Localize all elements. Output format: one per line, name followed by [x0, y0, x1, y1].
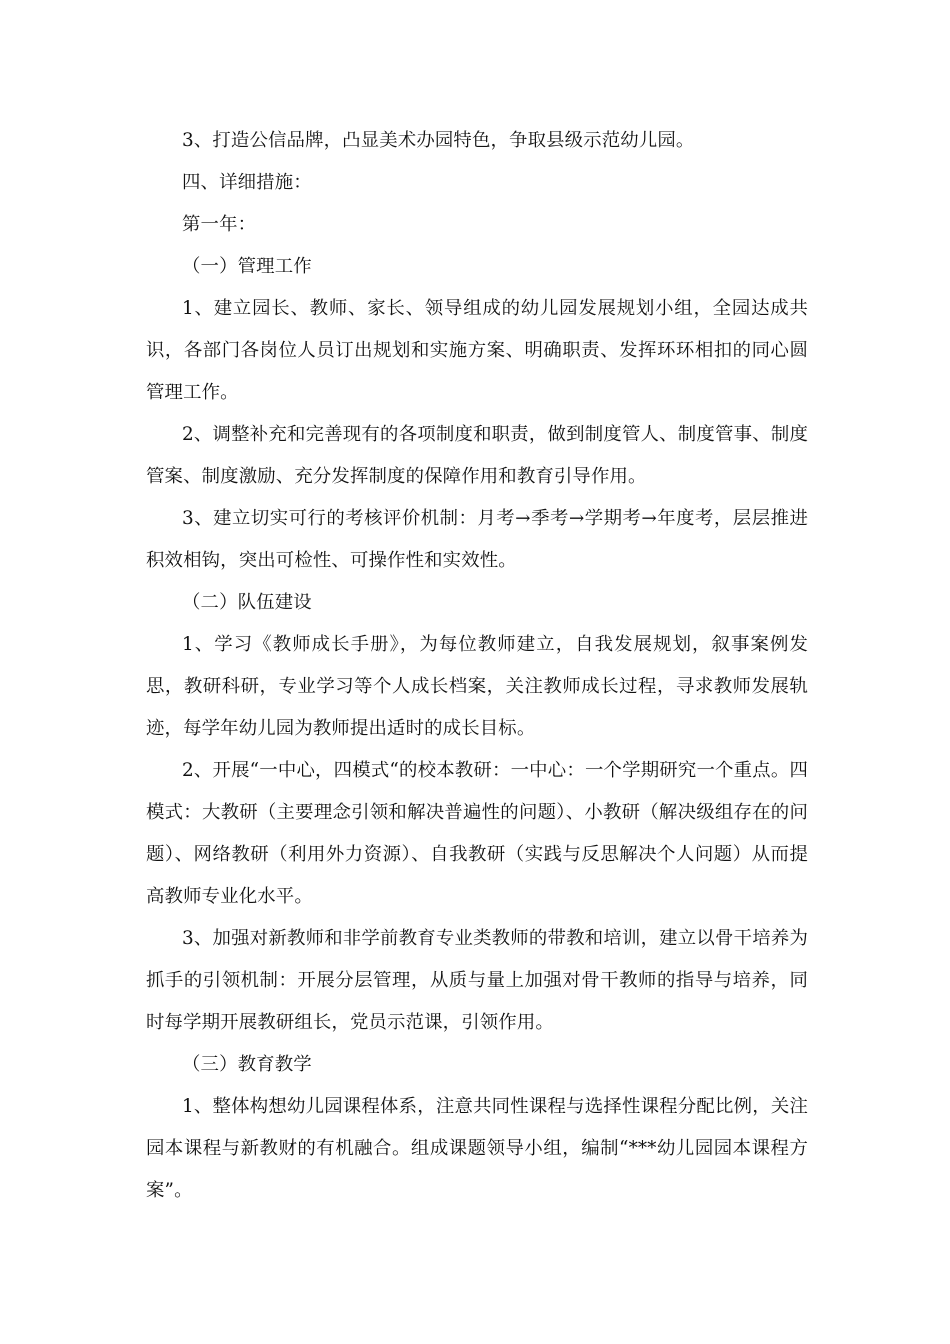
paragraph-team-2: 2、开展“一中心，四模式“的校本教研：一中心：一个学期研究一个重点。四模式：大教研（主要理念引领和解决普遍性的问题）、小教研（解决级组存在的问题）、网络教研（利用外力资源）、自我教研（实践与反思解决个人问题）从而提高教师专业化水平。 — [146, 760, 808, 907]
paragraph-goal-3: 3、打造公信品牌，凸显美术办园特色，争取县级示范幼儿园。 — [182, 130, 695, 151]
subheading-education: （三）教育教学 — [182, 1054, 312, 1075]
subheading-team-building: （二）队伍建设 — [182, 592, 312, 613]
paragraph-education-1: 1、整体构想幼儿园课程体系，注意共同性课程与选择性课程分配比例，关注园本课程与新教财的有机融合。组成课题领导小组，编制“***幼儿园园本课程方案”。 — [146, 1096, 808, 1201]
year-heading-first: 第一年： — [182, 214, 257, 235]
section-heading-measures: 四、详细措施： — [182, 172, 312, 193]
paragraph-management-3: 3、建立切实可行的考核评价机制：月考→季考→学期考→年度考，层层推进积效相钩，突出可检性、可操作性和实效性。 — [146, 508, 808, 571]
paragraph-team-3: 3、加强对新教师和非学前教育专业类教师的带教和培训，建立以骨干培养为抓手的引领机制：开展分层管理，从质与量上加强对骨干教师的指导与培养，同时每学期开展教研组长，党员示范课，引领作用。 — [146, 928, 808, 1033]
paragraph-management-2: 2、调整补充和完善现有的各项制度和职责，做到制度管人、制度管事、制度管案、制度激励、充分发挥制度的保障作用和教育引导作用。 — [146, 424, 808, 487]
subheading-management: （一）管理工作 — [182, 256, 312, 277]
paragraph-team-1: 1、学习《教师成长手册》，为每位教师建立，自我发展规划，叙事案例发思，教研科研，专业学习等个人成长档案，关注教师成长过程，寻求教师发展轨迹，每学年幼儿园为教师提出适时的成长目标。 — [146, 634, 808, 739]
paragraph-management-1: 1、建立园长、教师、家长、领导组成的幼儿园发展规划小组，全园达成共识，各部门各岗位人员订出规划和实施方案、明确职责、发挥环环相扣的同心圆管理工作。 — [146, 298, 808, 403]
document-page — [146, 120, 808, 1212]
